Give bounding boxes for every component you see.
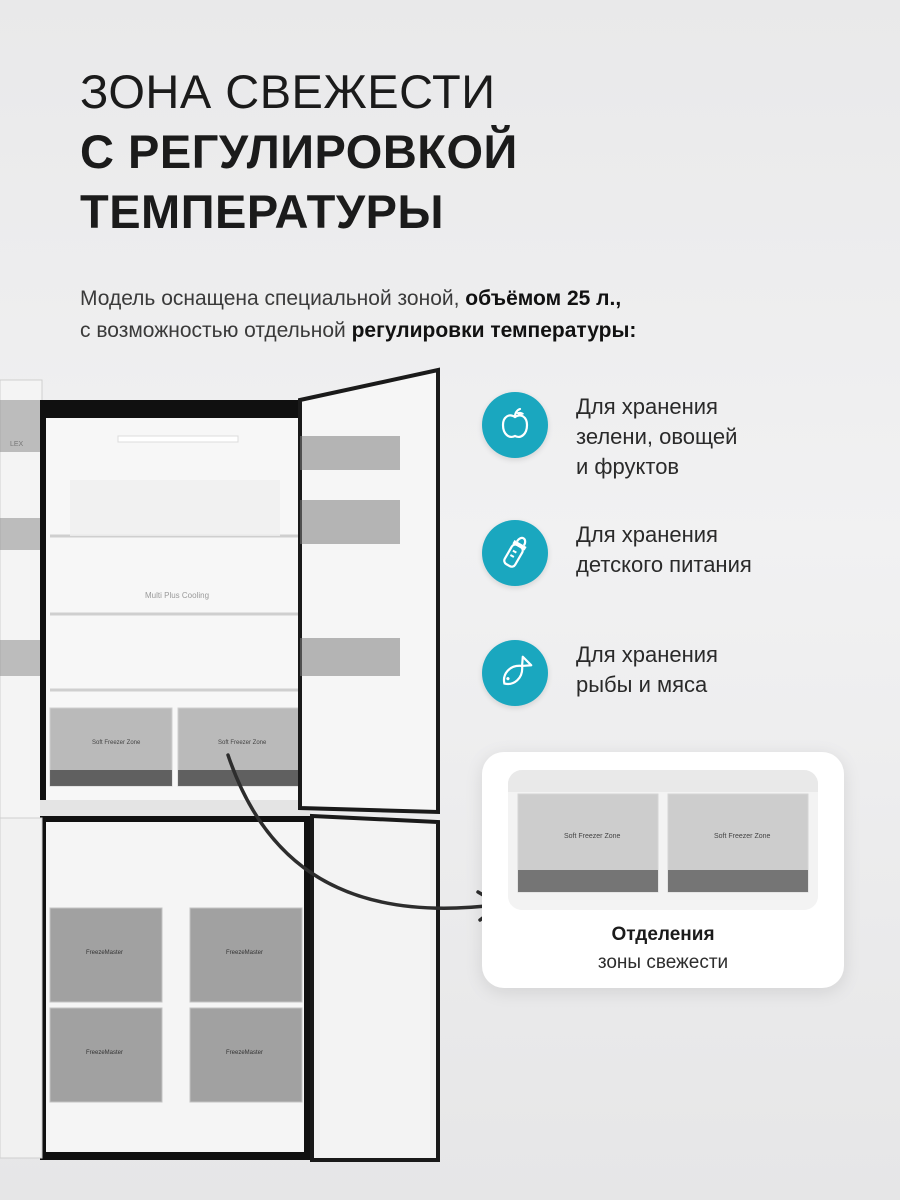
page-title [80,62,518,242]
feature-2-line-1: Для хранения [576,522,718,547]
intro-part-2: с возможностью отдельной [80,319,352,342]
callout-caption-bold: Отделения [611,924,715,945]
freezer-label-4: FreezeMaster [226,1050,264,1056]
closeup-label-left: Soft Freezer Zone [564,833,621,840]
feature-1-line-3: и фруктов [576,454,680,479]
feature-1-line-2: зелени, овощей [576,424,738,449]
title-line-2: С РЕГУЛИРОВКОЙ [80,125,518,178]
feature-greens [482,392,737,482]
freezer-label-2: FreezeMaster [226,950,264,956]
callout-caption: зоны свежести [597,952,729,973]
feature-fish-meat [482,640,718,706]
drawer-closeup-image [508,770,818,910]
closeup-label-right: Soft Freezer Zone [714,833,771,840]
title-line-3: ТЕМПЕРАТУРЫ [80,185,444,238]
freezer-label-3: FreezeMaster [86,1050,124,1056]
drawer-label-left: Soft Freezer Zone [92,740,141,746]
feature-3-line-2: рыбы и мяса [576,672,708,697]
fresh-zone-callout [482,752,844,988]
intro-bold-1: объёмом 25 л., [465,287,622,310]
drawer-label-right: Soft Freezer Zone [218,740,267,746]
intro-bold-2: регулировки температуры: [351,319,637,342]
freezer-label-1: FreezeMaster [86,950,124,956]
feature-baby-food [482,520,752,586]
feature-3-line-1: Для хранения [576,642,718,667]
feature-1-line-1: Для хранения [576,394,718,419]
shelf-label: Multi Plus Cooling [145,591,210,600]
intro-text [80,283,840,347]
title-line-1: ЗОНА СВЕЖЕСТИ [80,65,496,118]
baby-bottle-icon [482,520,548,586]
apple-icon [482,392,548,458]
feature-2-line-2: детского питания [576,552,752,577]
fish-icon [482,640,548,706]
brand-label: LEX [10,441,24,448]
fridge-illustration [0,360,445,1200]
intro-part-1: Модель оснащена специальной зоной, [80,287,466,310]
